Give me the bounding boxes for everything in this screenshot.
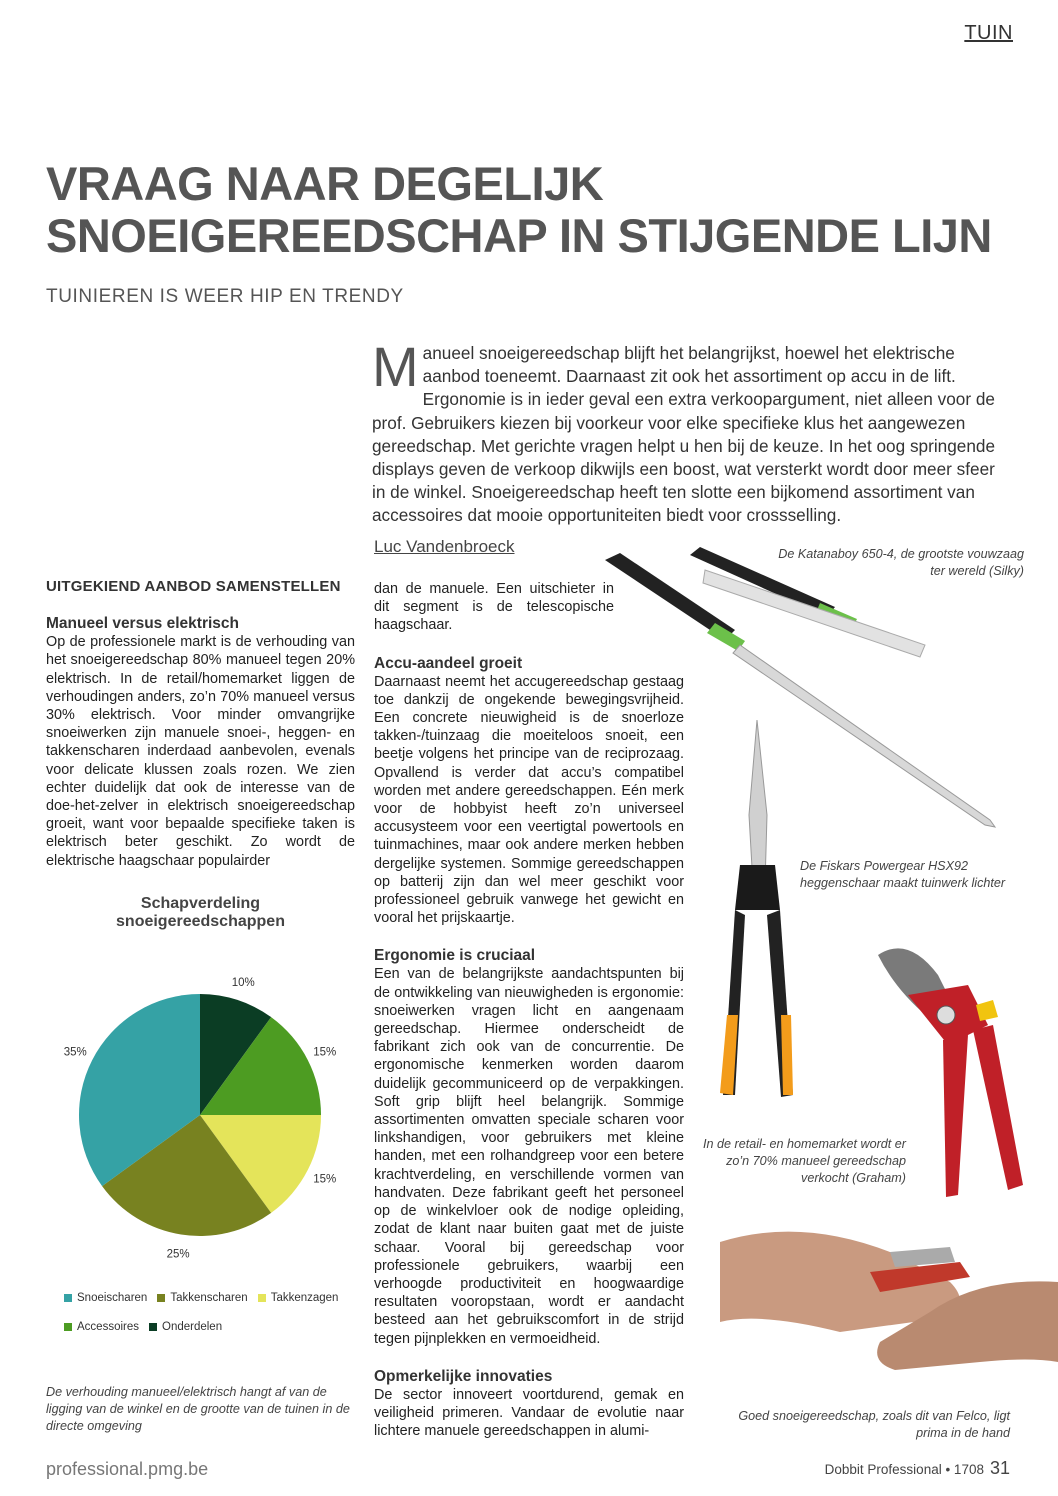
- chart-title-line-2: snoeigereedschappen: [116, 913, 285, 930]
- spacer: [374, 1348, 684, 1367]
- chart-caption: De verhouding manueel/elektrisch hangt af van de ligging van de winkel en de grootte van de tuinen in de directe omgeving: [46, 1385, 350, 1433]
- pie-label-takkenzagen: 15%: [313, 1173, 337, 1186]
- legend-swatch: [64, 1294, 72, 1302]
- subheading-manueel: Manueel versus elektrisch: [46, 615, 239, 633]
- legend-label: Onderdelen: [162, 1321, 223, 1333]
- pie-label-snoeischaren: 35%: [63, 1046, 87, 1059]
- legend-label: Snoeischaren: [77, 1292, 148, 1304]
- pie-label-accessoires: 15%: [313, 1046, 337, 1059]
- intro-text: anueel snoeigereedschap blijft het belangrijkst, hoewel het elektrische aanbod toeneemt. Daarnaast zit ook het assortiment op accu in de lift. Ergonomie is in ieder geval een extra verkoopargument, niet alleen voor de prof. Gebruikers kiezen bij voorkeur voor elke specifieke klus het aangewezen gereedschap. Met gerichte vragen helpt u hen bij de keuze. In het oog springende displays geven de verkoop dikwijls een boost, wat versterkt wordt door meer sfeer in de winkel. Snoeigereedschap heeft ten slotte een bijkomend assortiment van accessoires dat mooie opportuniteiten biedt voor crossselling.: [372, 343, 995, 526]
- legend-item-takkenscharen: [157, 1292, 247, 1304]
- legend-swatch: [64, 1323, 72, 1331]
- subheading-ergonomie: Ergonomie is cruciaal: [374, 947, 536, 965]
- intro-paragraph: [372, 335, 1010, 528]
- spacer: [374, 927, 684, 946]
- pie-label-onderdelen: 10%: [231, 976, 255, 989]
- title-line-2: SNOEIGEREEDSCHAP IN STIJGENDE LIJN: [46, 209, 992, 262]
- hands-holding-shears-image: [720, 1222, 1058, 1392]
- legend-item-snoeischaren: [64, 1292, 147, 1304]
- section-tag: TUIN: [964, 22, 1013, 44]
- drop-cap: M: [372, 335, 419, 398]
- subheading-innovaties: Opmerkelijke innovaties: [374, 1367, 553, 1385]
- title-line-1: VRAAG NAAR DEGELIJK: [46, 157, 604, 210]
- paragraph: Een van de belangrijkste aandachtspunten bij de ontwikkeling van nieuwigheden is ergonomie: snoeiwerken vragen licht en aangenaam gereedschap. Hiermee onderscheidt de fabrikant zich ook van de concurrentie. De ergonomische kenmerken worden daarom duidelijk gecommuniceerd op de verpakkingen. Soft grip blijft heel belangrijk. Sommige assortimenten omvatten speciale scharen voor linkshandigen, voor gebruikers met kleine handen, met een rolhandgreep voor een betere krachtverdeling, en verschillende vormen van handvaten. Deze fabrikant geeft het personeel op de winkelvloer ook de nodige opleiding, zodat de klant naar buiten gaat met de juiste schaar. Vooral bij gereedschap voor professionele gebruikers, waarbij een verhoogde productiviteit en hoogwaardige resultaten vooropstaan, wordt er aandacht besteed aan het gebruikscomfort in de strijd tegen pijnplekken en vermoeidheid.: [374, 966, 684, 1347]
- legend-swatch: [258, 1294, 266, 1302]
- paragraph: De sector innoveert voortdurend, gemak en veiligheid primeren. Vandaar de evolutie naar lichtere manuele gereedschappen in alumi-: [374, 1386, 684, 1440]
- article-subtitle: TUINIEREN IS WEER HIP EN TRENDY: [46, 286, 404, 307]
- section-heading: UITGEKIEND AANBOD SAMENSTELLEN: [46, 578, 341, 595]
- page-number: 31: [989, 1458, 1010, 1478]
- caption-silky: De Katanaboy 650-4, de grootste vouwzaag ter wereld (Silky): [778, 547, 1024, 578]
- paragraph: Op de professionele markt is de verhouding van het snoeigereedschap 80% manueel tegen 20% elektrisch. In de retail/homemarket liggen de verhoudingen anders, zo’n 70% manueel versus 30% elektrisch. Voor minder omvangrijke snoeiwerken zijn manuele snoei-, heggen- en takkenscharen inderdaad aanbevolen, evenals voor delicate klussen zoals rozen. We zien echter duidelijk dat ook de interesse van de doe-het-zelver in elektrisch snoeigereedschap groeit, want voor bepaalde specifieke taken is elektrisch beter geschikt. Zo wordt de elektrische haagschaar populairder: [46, 634, 355, 869]
- legend-item-onderdelen: [149, 1321, 222, 1333]
- legend-label: Takkenscharen: [170, 1292, 248, 1304]
- footer-magazine: [825, 1458, 1010, 1479]
- subheading-accu: Accu-aandeel groeit: [374, 654, 523, 672]
- author-byline: Luc Vandenbroeck: [374, 537, 515, 556]
- column-1: [46, 578, 355, 870]
- legend-swatch: [149, 1323, 157, 1331]
- chart-legend: [64, 1292, 364, 1350]
- legend-row: [64, 1292, 364, 1304]
- chart-title-line-1: Schapverdeling: [140, 895, 261, 912]
- caption-felco: Goed snoeigereedschap, zoals dit van Felco, ligt prima in de hand: [738, 1409, 1010, 1440]
- legend-label: Takkenzagen: [270, 1292, 339, 1304]
- pie-chart: [46, 960, 356, 1280]
- chart-title: [46, 895, 355, 931]
- folding-saw-image: [595, 545, 1015, 845]
- hedge-shears-image: [705, 715, 795, 1125]
- legend-label: Accessoires: [77, 1321, 139, 1333]
- legend-item-accessoires: [64, 1321, 139, 1333]
- paragraph: Daarnaast neemt het accugereedschap gestaag toe dankzij de ongekende bewegingsvrijheid. Een concrete nieuwigheid is de snoerloze takken-/tuinzaag die moeiteloos snoeit, een beetje volgens het principe van de reciprozaag. Opvallend is verder dat accu’s compatibel worden met andere gereedschappen. Eén merk voor de hobbyist heeft zo’n universeel accusysteem voor een veertigtal powertools en tuinmachines, maar ook andere merken hebben dergelijke systemen. Sommige gereedschappen op batterij zijn dan wel meer geschikt voor professioneel gebruik vanwege het gewicht en vooral het prijskaartje.: [374, 673, 684, 927]
- magazine-name: Dobbit Professional • 1708: [824, 1462, 984, 1477]
- legend-row: [64, 1321, 364, 1333]
- caption-fiskars: De Fiskars Powergear HSX92 heggenschaar maakt tuinwerk lichter: [800, 859, 1006, 890]
- caption-graham: In de retail- en homemarket wordt er zo’n 70% manueel gereedschap verkocht (Graham): [703, 1137, 906, 1185]
- legend-item-takkenzagen: [258, 1292, 339, 1304]
- pie-label-takkenscharen: 25%: [166, 1248, 190, 1261]
- footer-website: professional.pmg.be: [46, 1459, 209, 1479]
- paragraph: dan de manuele. Een uitschieter in dit segment is de telescopische haagschaar.: [374, 581, 614, 634]
- legend-swatch: [157, 1294, 165, 1302]
- article-title: [46, 158, 1006, 262]
